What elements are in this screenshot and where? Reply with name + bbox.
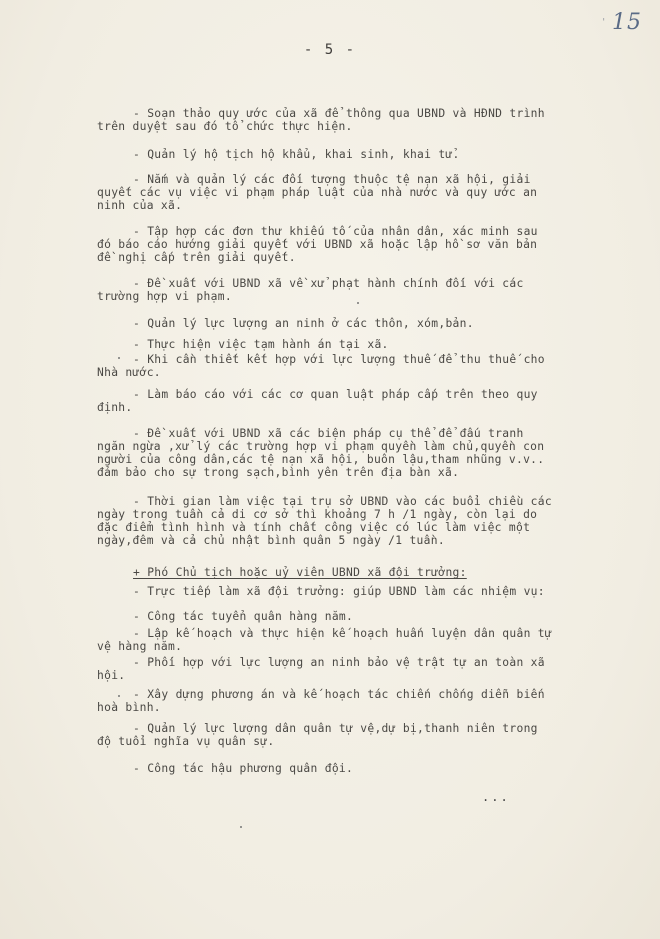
text-line: - Đề xuất với UBND xã về xử phạt hành chính đối với các: [133, 277, 524, 290]
text-line: - Quản lý hộ tịch hộ khẩu, khai sinh, khai tử.: [133, 148, 460, 161]
continuation-dots: ...: [482, 790, 510, 804]
text-line: đó báo cáo hướng giải quyết với UBND xã hoặc lập hồ sơ văn bản: [97, 238, 538, 251]
scan-speck: [357, 302, 359, 304]
text-line: - Làm báo cáo với các cơ quan luật pháp cấp trên theo quy: [133, 388, 538, 401]
text-line: - Thời gian làm việc tại trụ sở UBND vào các buổi chiều các: [133, 495, 552, 508]
text-line: ninh của xã.: [97, 199, 183, 212]
scan-speck: [240, 826, 242, 828]
scan-speck: [118, 695, 120, 697]
text-line: trường hợp vi phạm.: [97, 290, 232, 303]
text-line: định.: [97, 401, 133, 414]
text-line: - Lập kế hoạch và thực hiện kế hoạch huấn luyện dân quân tự: [133, 627, 552, 640]
text-line: - Trực tiếp làm xã đội trưởng: giúp UBND làm các nhiệm vụ:: [133, 585, 545, 598]
handwritten-page-note: [603, 10, 642, 35]
text-line: - Đề xuất với UBND xã các biện pháp cụ thể để đấu tranh: [133, 427, 524, 440]
handwritten-number: 15: [612, 10, 642, 35]
text-line: đảm bảo cho sự trong sạch,bình yên trên địa bàn xã.: [97, 466, 460, 479]
text-line: - Quản lý lực lượng an ninh ở các thôn, xóm,bản.: [133, 317, 474, 330]
text-line: hoà bình.: [97, 701, 161, 714]
text-line: hội.: [97, 669, 126, 682]
page-number: - 5 -: [303, 42, 357, 58]
scan-speck: [118, 357, 120, 359]
text-line: - Nắm và quản lý các đối tượng thuộc tệ nạn xã hội, giải: [133, 173, 531, 186]
text-line: đề nghị cấp trên giải quyết.: [97, 251, 296, 264]
text-line: người của công dân,các tệ nạn xã hội, buôn lậu,tham nhũng v.v..: [97, 453, 545, 466]
text-line: - Xây dựng phương án và kế hoạch tác chiến chống diễn biến: [133, 688, 545, 701]
text-line: - Tập hợp các đơn thư khiếu tố của nhân dân, xác minh sau: [133, 225, 538, 238]
text-line: - Quản lý lực lượng dân quân tự vệ,dự bị,thanh niên trong: [133, 722, 538, 735]
handwritten-tick: ': [602, 18, 606, 28]
text-line: ngăn ngừa ,xử lý các trường hợp vi phạm quyền làm chủ,quyền con: [97, 440, 545, 453]
text-line: Nhà nước.: [97, 366, 161, 379]
text-line: đặc điểm tình hình và tính chất công việc có lúc làm việc một: [97, 521, 531, 534]
text-line: quyết các vụ việc vi phạm pháp luật của nhà nước và quy ước an: [97, 186, 538, 199]
text-line: - Soạn thảo quy ước của xã để thông qua UBND và HĐND trình: [133, 107, 545, 120]
text-line: trên duyệt sau đó tổ chức thực hiện.: [97, 120, 353, 133]
section-heading: + Phó Chủ tịch hoặc uỷ viên UBND xã đội trưởng:: [133, 566, 467, 579]
text-line: - Công tác hậu phương quân đội.: [133, 762, 354, 775]
text-line: - Công tác tuyển quân hàng năm.: [133, 610, 354, 623]
text-line: ngày trong tuần cả di cơ sở thì khoảng 7 h /1 ngày, còn lại do: [97, 508, 538, 521]
text-line: - Khi cần thiết kết hợp với lực lượng thuế để thu thuế cho: [133, 353, 545, 366]
text-line: độ tuổi nghĩa vụ quân sự.: [97, 735, 275, 748]
text-line: - Thực hiện việc tạm hành án tại xã.: [133, 338, 389, 351]
text-line: vệ hàng năm.: [97, 640, 183, 653]
text-line: - Phối hợp với lực lượng an ninh bảo vệ trật tự an toàn xã: [133, 656, 545, 669]
text-line: ngày,đêm và cả chủ nhật bình quân 5 ngày /1 tuần.: [97, 534, 445, 547]
